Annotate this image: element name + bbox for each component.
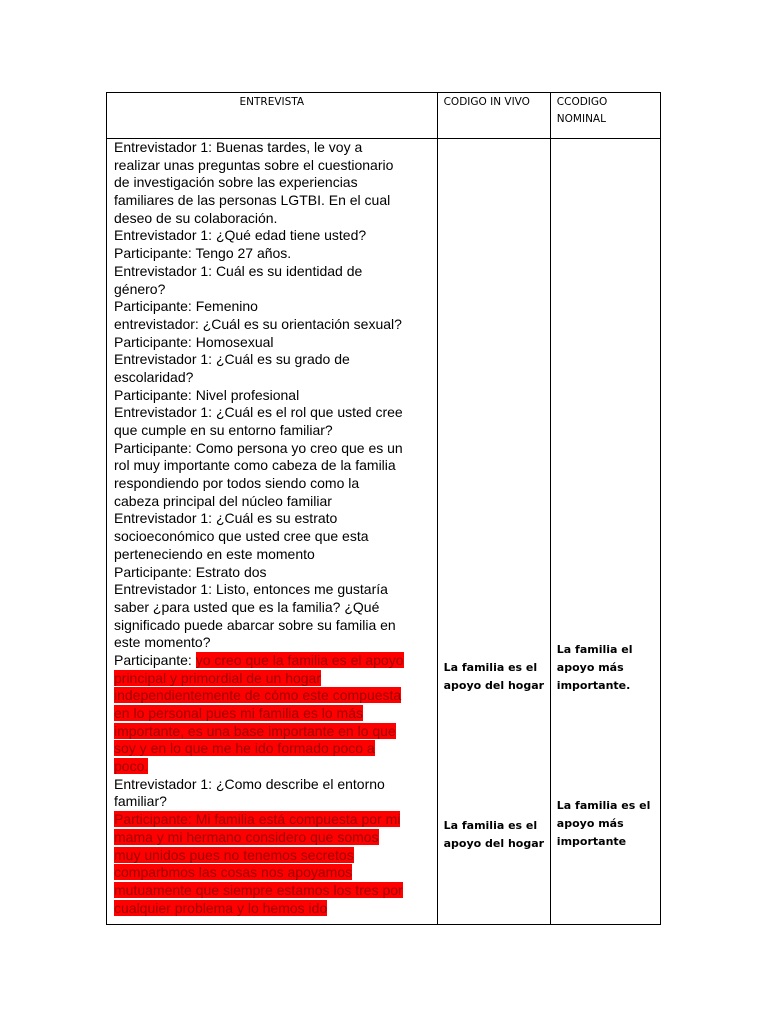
transcript-line: Participante: Como persona yo creo que es un: [114, 439, 403, 456]
transcript-line: familiares de las personas LGTBI. En el cual: [114, 192, 391, 209]
answer1-line: [114, 705, 432, 723]
nominal-code-1-line: importante.: [556, 679, 631, 692]
answer2-line: [114, 847, 432, 865]
in-vivo-code-1: [444, 659, 544, 695]
nominal-code-2: [557, 797, 651, 851]
transcript-line: Entrevistador 1: ¿Qué edad tiene usted?: [114, 227, 367, 244]
answer1-line-highlight: independientemente de cómo este compuesta: [114, 687, 402, 704]
header-codigo-in-vivo: CODIGO IN VIVO: [437, 93, 550, 139]
table-header-row: [107, 93, 661, 139]
nominal-code-1-line: La familia el: [556, 643, 633, 656]
nominal-code-2-line: importante: [556, 835, 627, 848]
interview-table: [106, 92, 661, 925]
transcript-text: [114, 139, 432, 917]
transcript-line: Participante: Tengo 27 años.: [114, 245, 292, 262]
in-vivo-code-2-line: apoyo del hogar: [443, 837, 545, 850]
transcript-line: Entrevistador 1: Listo, entonces me gustaría: [114, 581, 388, 598]
transcript-line: Participante: Femenino: [114, 298, 258, 315]
answer2-line: [114, 900, 432, 918]
transcript-line: este momento?: [114, 634, 211, 651]
answer2-line-highlight: mutuamente que siempre estamos los tres por: [114, 881, 403, 898]
answer1-line: [114, 723, 432, 741]
transcript-line: Participante: Estrato dos: [114, 563, 267, 580]
nominal-code-2-line: La familia es el: [556, 799, 651, 812]
answer1-line-highlight: principal y primordial de un hogar: [114, 669, 321, 686]
answer1-prefix: Participante:: [114, 651, 196, 668]
answer2-line: [114, 829, 432, 847]
answer1-highlight: yo creo que la familia es el apoyo: [195, 651, 404, 668]
answer1-line: [114, 687, 432, 705]
transcript-line: deseo de su colaboración.: [114, 209, 278, 226]
answer2-line-highlight: cualquier problema y lo hemos ido: [114, 899, 328, 916]
transcript-line: de investigación sobre las experiencias: [114, 174, 358, 191]
transcript-cell: [107, 139, 438, 925]
transcript-line: entrevistador: ¿Cuál es su orientación sexual?: [114, 315, 402, 332]
header-entrevista: ENTREVISTA: [107, 93, 438, 139]
transcript-line: socioeconómico que usted cree que esta: [114, 528, 369, 545]
transcript-line: escolaridad?: [114, 368, 194, 385]
transcript-line: cabeza principal del núcleo familiar: [114, 492, 332, 509]
transcript-line: Entrevistador 1: ¿Cuál es su estrato: [114, 510, 338, 527]
transcript-line: Entrevistador 1: Cuál es su identidad de: [114, 262, 363, 279]
answer2-line-highlight: muy unidos pues no tenemos secretos: [114, 846, 354, 863]
answer1-line-highlight: poco.: [114, 758, 149, 775]
answer1-line-highlight: en lo personal pues mi familia es lo más: [114, 705, 364, 721]
table-body-row: [107, 139, 661, 925]
in-vivo-code-2-line: La familia es el: [443, 819, 538, 832]
answer2-line-highlight: Participante: Mi familia está compuesta por mi: [114, 811, 401, 828]
answer2-line: [114, 811, 432, 829]
transcript-line: Entrevistador 1: Buenas tardes, le voy a: [114, 139, 363, 155]
answer2-line-highlight: comparbmos las cosas nos apoyamos: [114, 864, 353, 881]
nominal-code-1: [557, 641, 633, 695]
answer1-line-highlight: soy y en lo que me he ido formado poco a: [114, 740, 375, 757]
header-codigo-nominal-line-2: NOMINAL: [556, 113, 606, 125]
nominal-code-2-line: apoyo más: [556, 817, 624, 830]
codigo-in-vivo-cell: [437, 139, 550, 925]
transcript-line: respondiendo por todos siendo como la: [114, 475, 360, 492]
answer2-line: [114, 882, 432, 900]
transcript-line: significado puede abarcar sobre su familia en: [114, 616, 396, 633]
in-vivo-code-1-line: La familia es el: [443, 661, 538, 674]
nominal-code-1-line: apoyo más: [556, 661, 624, 674]
answer1-line-highlight: importante, es una base importante en lo que: [114, 722, 396, 739]
question2-line: familiar?: [114, 793, 167, 810]
transcript-line: rol muy importante como cabeza de la familia: [114, 457, 396, 474]
answer1-line: [114, 740, 432, 758]
transcript-line: realizar unas preguntas sobre el cuestionario: [114, 156, 394, 173]
answer1-first-line: [114, 652, 432, 670]
in-vivo-code-1-line: apoyo del hogar: [443, 679, 545, 692]
transcript-line: perteneciendo en este momento: [114, 545, 315, 562]
transcript-line: que cumple en su entorno familiar?: [114, 422, 333, 438]
transcript-line: Entrevistador 1: ¿Cuál es el rol que usted cree: [114, 404, 403, 421]
answer2-line: [114, 864, 432, 882]
transcript-line: Entrevistador 1: ¿Cuál es su grado de: [114, 351, 350, 368]
answer2-line-highlight: mama y mi hermano considero que somos: [114, 828, 379, 845]
answer1-line: [114, 670, 432, 688]
transcript-line: saber ¿para usted que es la familia? ¿Qué: [114, 598, 380, 615]
header-codigo-nominal-line-1: CCODIGO: [556, 96, 608, 108]
in-vivo-code-2: [444, 817, 544, 853]
codigo-nominal-cell: [550, 139, 660, 925]
transcript-line: género?: [114, 280, 166, 297]
transcript-line: Participante: Homosexual: [114, 333, 274, 350]
answer1-line: [114, 758, 432, 776]
transcript-line: Participante: Nivel profesional: [114, 386, 300, 403]
question2-line: Entrevistador 1: ¿Como describe el entorno: [114, 775, 385, 792]
header-codigo-nominal: [550, 93, 660, 139]
